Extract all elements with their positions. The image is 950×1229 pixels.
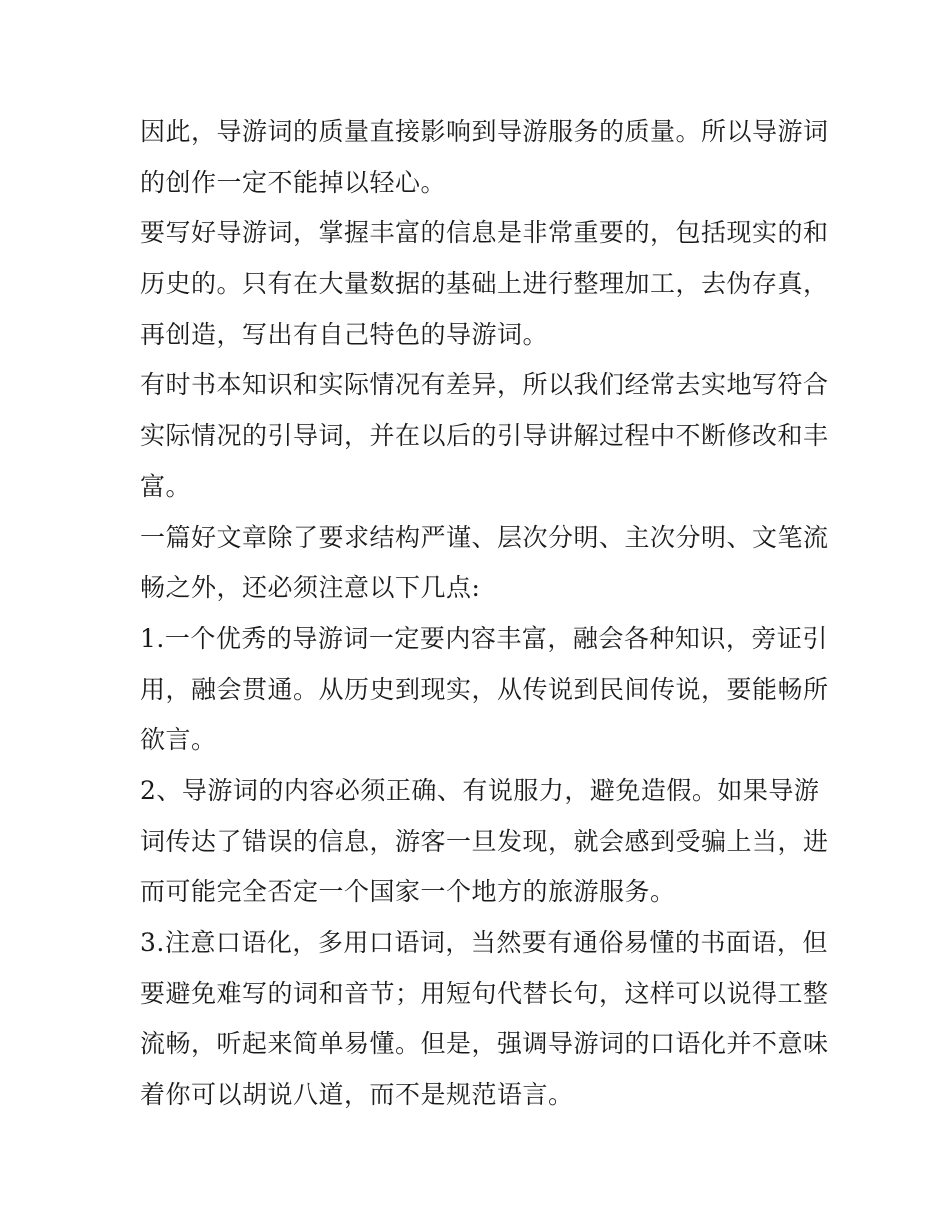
paragraph-2	[140, 208, 829, 360]
list-item-1	[140, 614, 829, 766]
text-line: 欲言。	[140, 725, 217, 755]
text-line: 因此，导游词的质量直接影响到导游服务的质量。所以导游词	[140, 117, 829, 146]
paragraph-3	[140, 360, 829, 512]
text-line: 要避免难写的词和音节；用短句代替长句，这样可以说得工整	[140, 978, 829, 1008]
paragraph-4	[140, 513, 829, 614]
list-item-3	[140, 918, 829, 1121]
document-body	[140, 107, 829, 1121]
text-line: 实际情况的引导词，并在以后的引导讲解过程中不断修改和丰	[140, 421, 829, 451]
text-line: 富。	[140, 471, 192, 501]
text-line: 词传达了错误的信息，游客一旦发现，就会感到受骗上当，进	[140, 826, 829, 856]
paragraph-1	[140, 107, 829, 208]
text-line: 用，融会贯通。从历史到现实，从传说到民间传说，要能畅所	[140, 674, 829, 704]
text-line: 有时书本知识和实际情况有差异，所以我们经常去实地写符合	[140, 370, 829, 400]
text-line: 的创作一定不能掉以轻心。	[140, 167, 447, 197]
text-line: 一篇好文章除了要求结构严谨、层次分明、主次分明、文笔流	[140, 522, 829, 552]
text-line: 要写好导游词，掌握丰富的信息是非常重要的，包括现实的和	[140, 218, 829, 248]
text-line: 1.一个优秀的导游词一定要内容丰富，融会各种知识，旁证引	[140, 623, 828, 653]
text-line: 而可能完全否定一个国家一个地方的旅游服务。	[140, 877, 676, 907]
text-line: 流畅，听起来简单易懂。但是，强调导游词的口语化并不意味	[140, 1029, 829, 1059]
text-line: 再创造，写出有自己特色的导游词。	[140, 319, 549, 349]
text-line: 3.注意口语化，多用口语词，当然要有通俗易懂的书面语，但	[140, 928, 828, 957]
text-line: 历史的。只有在大量数据的基础上进行整理加工，去伪存真，	[140, 269, 829, 299]
text-line: 着你可以胡说八道，而不是规范语言。	[140, 1080, 574, 1110]
list-item-2	[140, 766, 829, 918]
text-line: 2、导游词的内容必须正确、有说服力，避免造假。如果导游	[140, 775, 820, 805]
text-line: 畅之外，还必须注意以下几点:	[140, 573, 481, 603]
